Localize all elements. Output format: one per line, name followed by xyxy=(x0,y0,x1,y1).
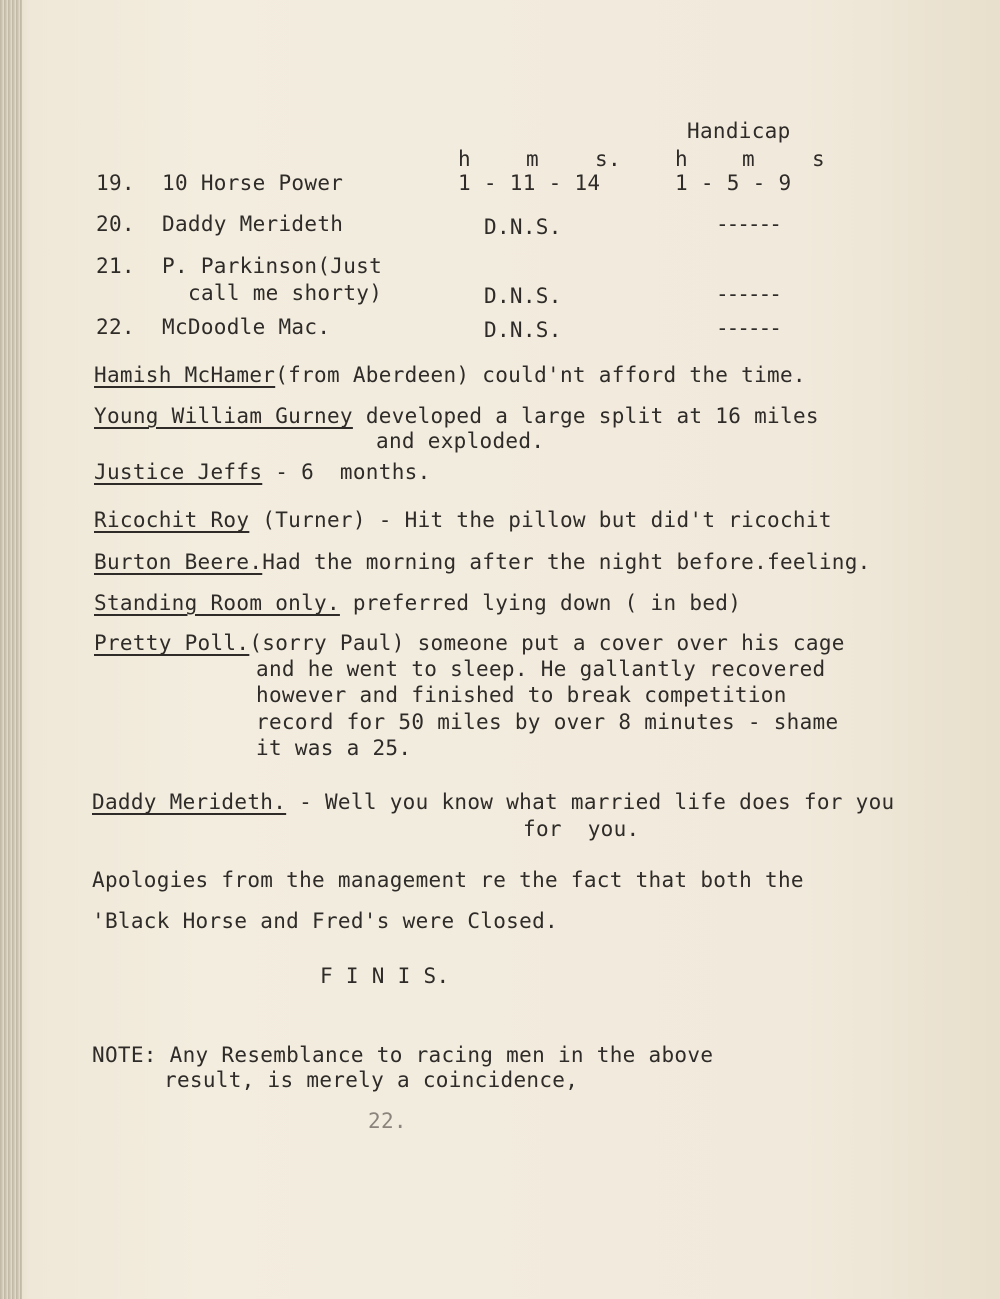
rider-name-line2: call me shorty) xyxy=(188,281,383,305)
note-name: Young William Gurney xyxy=(94,404,353,428)
header-handicap-h: h xyxy=(675,147,688,171)
note-continuation: and exploded. xyxy=(376,429,545,453)
header-m: m xyxy=(526,147,539,171)
rider-handicap: 1 - 5 - 9 xyxy=(675,171,792,195)
rider-time: D.N.S. xyxy=(484,284,562,308)
book-binding xyxy=(0,0,22,1299)
note-line xyxy=(94,403,819,429)
note-name: Daddy Merideth. xyxy=(92,790,287,814)
note-text: - Well you know what married life does for you xyxy=(286,790,895,814)
note-text: (from Aberdeen) could'nt afford the time. xyxy=(275,363,806,387)
note-continuation: record for 50 miles by over 8 minutes - shame xyxy=(256,710,839,734)
note-line xyxy=(94,362,806,388)
note-text: - 6 months. xyxy=(262,460,431,484)
rider-time: D.N.S. xyxy=(484,215,562,239)
handicap-header: Handicap xyxy=(687,119,791,143)
row-number: 19. xyxy=(96,171,135,195)
note-line xyxy=(92,789,894,815)
rider-name-line1: P. Parkinson(Just xyxy=(162,254,383,278)
rider-handicap: ------ xyxy=(716,316,780,340)
note-line xyxy=(94,459,431,485)
row-number: 20. xyxy=(96,212,135,236)
header-handicap-s: s xyxy=(812,147,825,171)
note-name: Hamish McHamer xyxy=(94,363,276,387)
note-name: Burton Beere. xyxy=(94,550,263,574)
finis-heading: F I N I S. xyxy=(320,964,450,988)
header-s: s. xyxy=(595,147,621,171)
note-text: developed a large split at 16 miles xyxy=(352,404,819,428)
note-name: Justice Jeffs xyxy=(94,460,263,484)
header-h: h xyxy=(458,147,471,171)
note-line xyxy=(94,630,845,656)
rider-time: D.N.S. xyxy=(484,318,562,342)
header-handicap-m: m xyxy=(742,147,755,171)
note-text: (Turner) - Hit the pillow but did't ricochit xyxy=(249,508,832,532)
rider-name: McDoodle Mac. xyxy=(162,315,331,339)
rider-name: 10 Horse Power xyxy=(162,171,344,195)
rider-handicap: ------ xyxy=(716,212,780,236)
rider-name: Daddy Merideth xyxy=(162,212,344,236)
apologies-line: 'Black Horse and Fred's were Closed. xyxy=(92,909,558,933)
note-continuation: and he went to sleep. He gallantly recovered xyxy=(256,657,826,681)
note-text: (sorry Paul) someone put a cover over his cage xyxy=(249,631,845,655)
note-text: Had the morning after the night before.feeling. xyxy=(262,550,871,574)
note-continuation: for you. xyxy=(523,817,640,841)
row-number: 21. xyxy=(96,254,135,278)
note-name: Ricochit Roy xyxy=(94,508,250,532)
note-continuation: however and finished to break competition xyxy=(256,683,787,707)
disclaimer-line: NOTE: Any Resemblance to racing men in the above xyxy=(92,1043,714,1067)
note-line xyxy=(94,549,871,575)
apologies-line: Apologies from the management re the fact that both the xyxy=(92,868,804,892)
disclaimer-line: result, is merely a coincidence, xyxy=(164,1068,579,1092)
row-number: 22. xyxy=(96,315,135,339)
rider-handicap: ------ xyxy=(716,282,780,306)
note-text: preferred lying down ( in bed) xyxy=(339,591,742,615)
note-name: Standing Room only. xyxy=(94,591,340,615)
note-line xyxy=(94,590,741,616)
rider-time: 1 - 11 - 14 xyxy=(458,171,601,195)
note-continuation: it was a 25. xyxy=(256,736,412,760)
page-number: 22. xyxy=(368,1109,407,1133)
note-line xyxy=(94,507,832,533)
note-name: Pretty Poll. xyxy=(94,631,250,655)
